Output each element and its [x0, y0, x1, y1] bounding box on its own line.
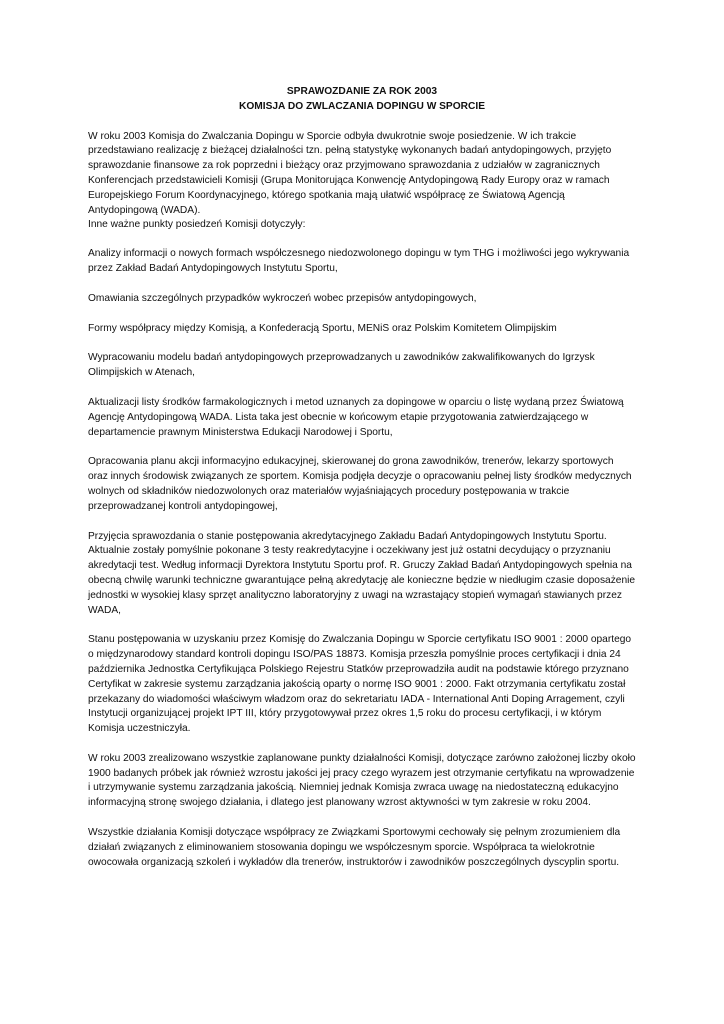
closing-paragraph: Wszystkie działania Komisji dotyczące współpracy ze Związkami Sportowymi cechowały się pełnym zrozumieniem dla działań związanych z eliminowaniem stosowania dopingu we współczesnym sporcie. Współpraca ta wielokrotnie owocowała organizacją szkoleń i wykładów dla trenerów, instruktorów i zawodników poszczególnych dyscyplin sportu.: [88, 827, 621, 868]
point-paragraph: Wypracowaniu modelu badań antydopingowych przeprowadzanych u zawodników zakwalifikowanych do Igrzysk Olimpijskich w Atenach,: [88, 352, 595, 379]
point-paragraph: Stanu postępowania w uzyskaniu przez Komisję do Zwalczania Dopingu w Sporcie certyfikatu ISO 9001 : 2000 opartego o międzynarodowy standard kontroli dopingu ISO/PAS 18873. Komisja przeszła pomyślnie proces certyfikacji i dnia 24 października Jednostka Certyfikująca Polskiego Rejestru Statków przeprowadziła audit na podstawie którego przyznano Certyfikat w zakresie systemu zarządzania jakością oparty o normę ISO 9001 : 2000. Fakt otrzymania certyfikatu został przekazany do wiadomości właściwym władzom oraz do sekretariatu IADA - International Anti Doping Arragement, czyli Instytucji organizującej projekt IPT III, który przygotowywał przez okres 1,5 roku do procesu certyfikacji, i w którym Komisja uczestniczyła.: [88, 634, 632, 735]
point-paragraph: Omawiania szczególnych przypadków wykroczeń wobec przepisów antydopingowych,: [88, 292, 477, 304]
document-subtitle: KOMISJA DO ZWLACZANIA DOPINGU W SPORCIE: [238, 100, 485, 112]
summary-paragraph: W roku 2003 zrealizowano wszystkie zaplanowane punkty działalności Komisji, dotyczące zarówno założonej liczby około 1900 badanych próbek jak również wzrostu jakości jej pracy czego wyrazem jest otrzymanie certyfikatu na wprowadzenie i utrzymywanie systemu zarządzania jakością. Niemniej jednak Komisja zwraca uwagę na niedostateczną edukacyjno informacyjną stronę swojego działania, i dlatego jest planowany wzrost aktywności w tym zakresie w roku 2004.: [88, 752, 636, 809]
point-paragraph: Przyjęcia sprawozdania o stanie postępowania akredytacyjnego Zakładu Badań Antydopingowych Instytutu Sportu. Aktualnie zostały pomyślnie pokonane 3 testy reakredytacyjne i oczekiwany jest już ostatni decydujący o przyznaniu akredytacji test. Według informacji Dyrektora Instytutu Sportu prof. R. Gruczy Zakład Badań Antydopingowych spełnia na obecną chwilę warunki techniczne gwarantujące pełną akredytację ale konieczne będzie w niedługim czasie doposażenie jednostki w wysokiej klasy sprzęt analityczno laboratoryjny z uwagi na wzrastający stopień wymagań stawianych przez WADA,: [88, 530, 636, 616]
document-title: SPRAWOZDANIE ZA ROK 2003: [286, 86, 438, 97]
document-header: [88, 85, 636, 115]
intro-paragraph: W roku 2003 Komisja do Zwalczania Dopingu w Sporcie odbyła dwukrotnie swoje posiedzenie. W ich trakcie przedstawiano realizację z bieżącej działalności tzn. pełną statystykę wykonanych badań antydopingowych, przyjęto sprawozdanie finansowe za rok poprzedni i bieżący oraz przyjmowano sprawozdania z udziałów w zagranicznych Konferencjach przedstawicieli Komisji (Grupa Monitorująca Konwencję Antydopingową Rady Europy oraz w ramach Europejskiego Forum Koordynacyjnego, którego spotkania mają ułatwić współpracę ze Światową Agencją Antydopingową (WADA).: [88, 130, 612, 216]
point-paragraph: Formy współpracy między Komisją, a Konfederacją Sportu, MENiS oraz Polskim Komitetem Olimpijskim: [88, 322, 557, 334]
point-paragraph: Aktualizacji listy środków farmakologicznych i metod uznanych za dopingowe w oparciu o listę wydaną przez Światową Agencję Antydopingową WADA. Lista taka jest obecnie w końcowym etapie przygotowania zatwierdzającego w departamencie prawnym Ministerstwa Edukacji Narodowej i Sportu,: [88, 396, 624, 438]
point-paragraph: Analizy informacji o nowych formach współczesnego niedozwolonego dopingu w tym THG i możliwości jego wykrywania przez Zakład Badań Antydopingowych Instytutu Sportu,: [88, 248, 630, 274]
point-paragraph: Opracowania planu akcji informacyjno edukacyjnej, skierowanej do grona zawodników, trenerów, lekarzy sportowych oraz innych środowisk związanych ze sportem. Komisja podjęła decyzje o opracowaniu pełnej listy środków medycznych wolnych od składników niedozwolonych oraz materiałów wyjaśniających procedury postępowania w trakcie przeprowadzanej kontroli antydopingowej,: [88, 456, 632, 512]
intro-followup: Inne ważne punkty posiedzeń Komisji dotyczyły:: [88, 219, 306, 231]
